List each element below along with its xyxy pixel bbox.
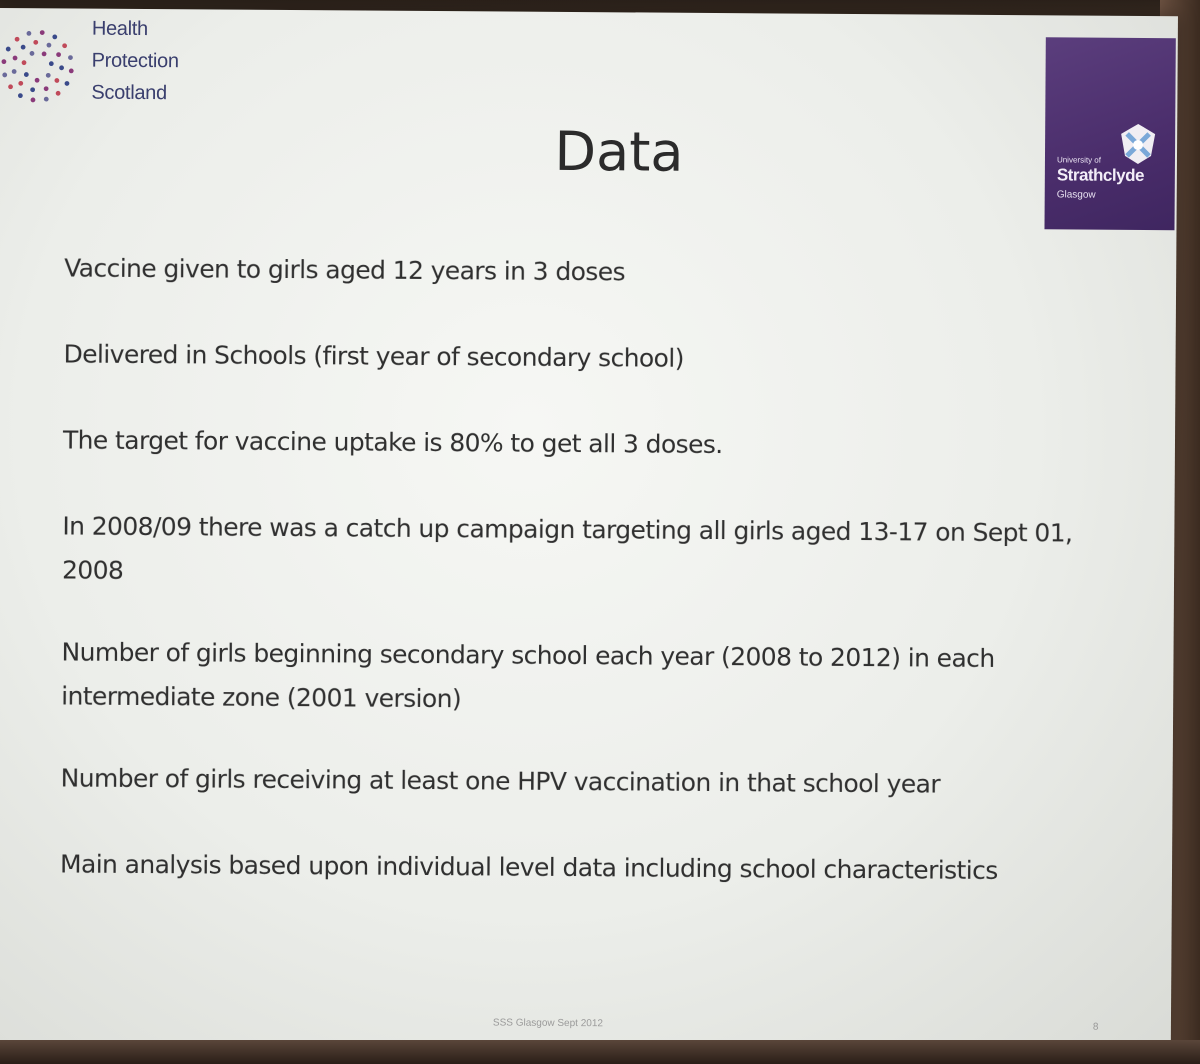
logo-dot	[6, 47, 11, 52]
logo-dot	[44, 86, 49, 91]
bullet-item: In 2008/09 there was a catch up campaign targeting all girls aged 13-17 on Sept 01, 2008	[61, 511, 1073, 585]
bullet-item: Number of girls receiving at least one HPV vaccination in that school year	[60, 763, 941, 799]
bullet-item: Delivered in Schools (first year of secondary school)	[63, 339, 684, 373]
logo-dot	[46, 73, 51, 78]
logo-dot	[68, 55, 73, 60]
logo-dot	[2, 73, 7, 78]
strathclyde-city: Glasgow	[1056, 189, 1096, 201]
presentation-slide	[0, 8, 1178, 1056]
bullet-item: Number of girls beginning secondary school each year (2008 to 2012) in each intermediate zone (2001 version)	[61, 637, 995, 714]
logo-dot	[35, 78, 40, 83]
logo-dot	[2, 59, 7, 64]
hps-logo-line: Health	[91, 17, 148, 41]
hps-logo-text	[91, 13, 179, 110]
logo-dot	[65, 81, 70, 86]
hps-logo-line: Protection	[91, 49, 179, 73]
bullet-list	[60, 246, 1125, 935]
logo-dot	[8, 84, 13, 89]
logo-dot	[49, 61, 54, 66]
logo-dot	[24, 72, 29, 77]
logo-dot	[21, 45, 26, 50]
logo-dot	[31, 98, 36, 103]
logo-dot	[40, 30, 45, 35]
logo-dot	[56, 91, 61, 96]
logo-dot	[69, 68, 74, 73]
logo-dot	[22, 60, 27, 65]
strathclyde-name: Strathclyde	[1056, 165, 1145, 185]
dotted-circle-logo-icon	[0, 14, 80, 115]
page-number: 8	[1092, 1021, 1099, 1033]
logo-dot	[33, 40, 38, 45]
bullet-item: Vaccine given to girls aged 12 years in 3 doses	[64, 253, 626, 287]
logo-dot	[47, 43, 52, 48]
slide-title: Data	[554, 119, 684, 184]
hps-logo-line: Scotland	[91, 81, 167, 105]
logo-dot	[52, 34, 57, 39]
logo-dot	[42, 51, 47, 56]
logo-dot	[27, 31, 32, 36]
logo-dot	[62, 43, 67, 48]
bullet-item: Main analysis based upon individual level data including school characteristics	[59, 849, 998, 885]
logo-dot	[12, 69, 17, 74]
backdrop-bottom	[0, 1040, 1200, 1064]
logo-dot	[30, 51, 35, 56]
logo-dot	[13, 56, 18, 61]
logo-dot	[54, 78, 59, 83]
bullet-item: The target for vaccine uptake is 80% to get all 3 doses.	[62, 425, 723, 460]
logo-dot	[18, 93, 23, 98]
logo-dot	[56, 52, 61, 57]
slide-footer: SSS Glasgow Sept 2012	[492, 1017, 604, 1030]
logo-dot	[30, 87, 35, 92]
logo-dot	[44, 97, 49, 102]
logo-dot	[59, 65, 64, 70]
strathclyde-small-text: University of	[1056, 155, 1102, 165]
logo-dot	[15, 37, 20, 42]
logo-dot	[18, 81, 23, 86]
